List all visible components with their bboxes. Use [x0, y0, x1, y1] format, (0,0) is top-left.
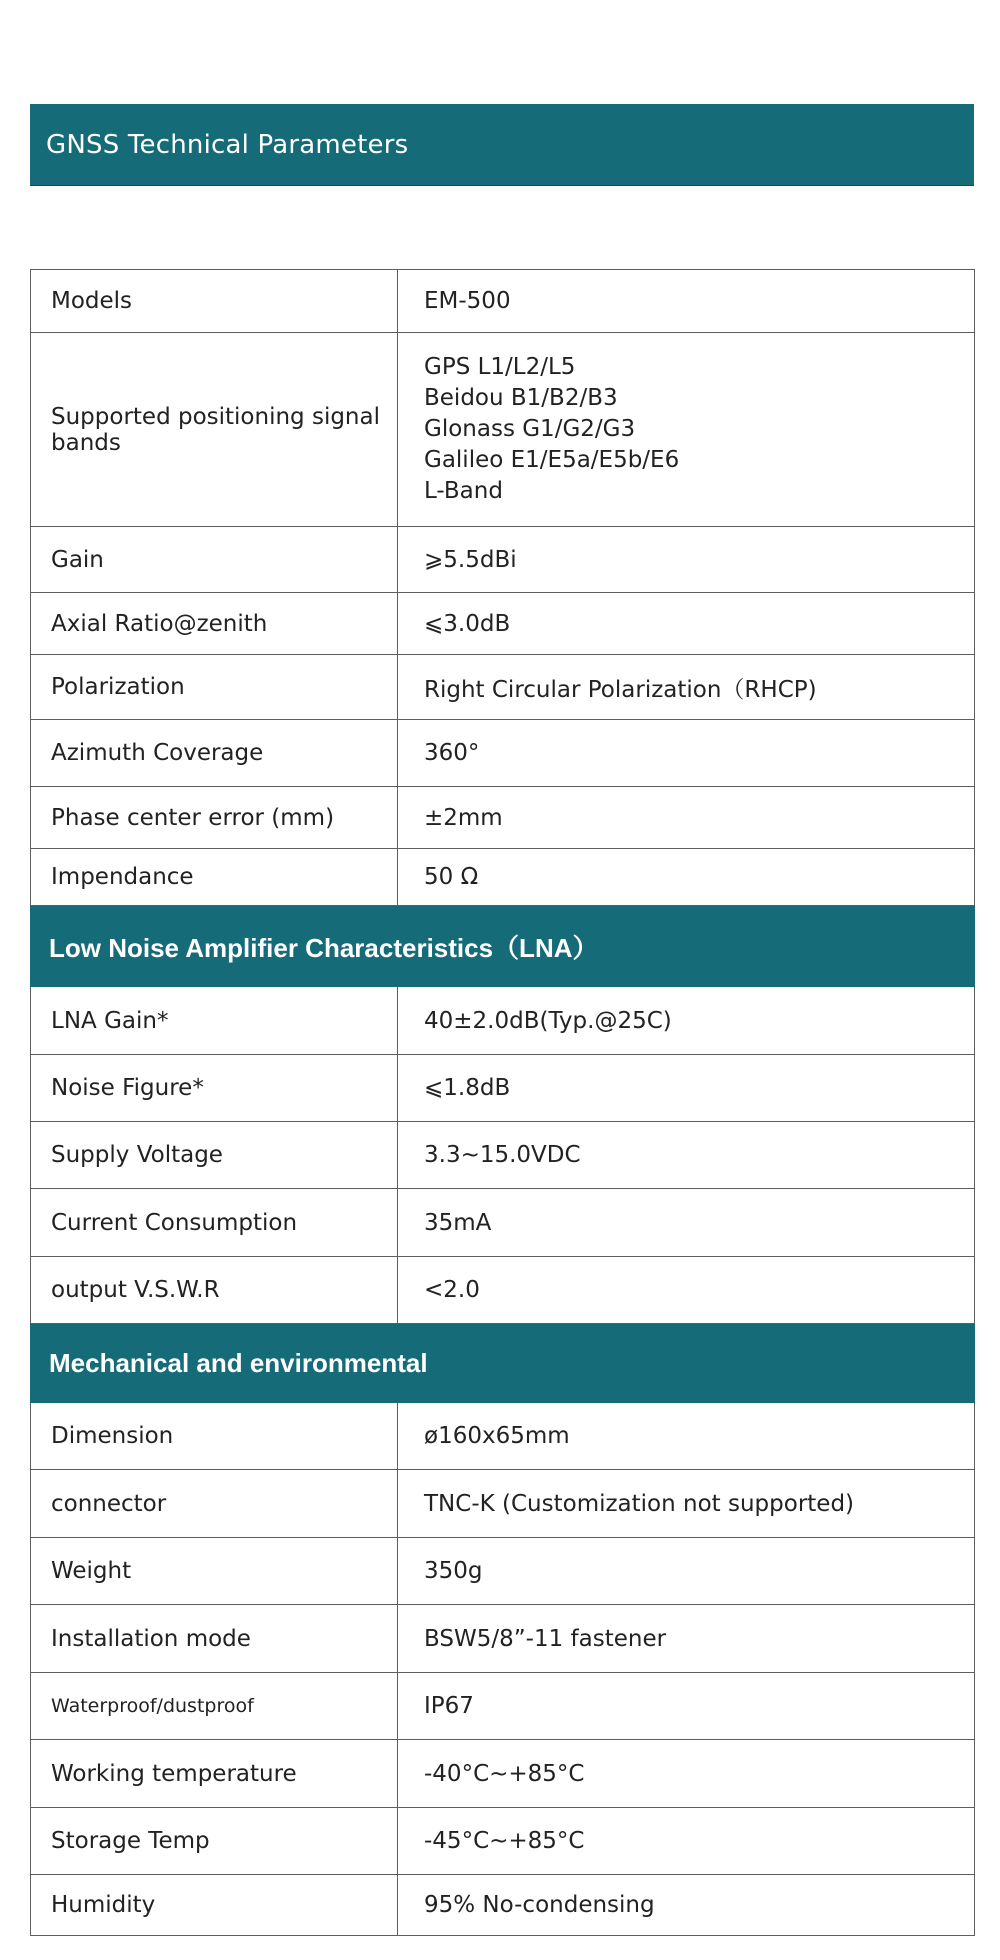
param-value: TNC-K (Customization not supported) [398, 1470, 975, 1538]
table-row [31, 987, 975, 1055]
table-row [31, 1605, 975, 1673]
param-value: 95% No-condensing [398, 1875, 975, 1936]
param-value: ±2mm [398, 787, 975, 849]
param-label: Models [31, 270, 398, 333]
param-label: Noise Figure* [31, 1055, 398, 1122]
param-value: -45°C~+85°C [398, 1808, 975, 1875]
table-row [31, 655, 975, 720]
param-label: Supply Voltage [31, 1122, 398, 1189]
param-label: Installation mode [31, 1605, 398, 1673]
table-row [31, 1257, 975, 1324]
param-label: output V.S.W.R [31, 1257, 398, 1324]
param-value: <2.0 [398, 1257, 975, 1324]
table-row [31, 787, 975, 849]
param-value: ø160x65mm [398, 1403, 975, 1470]
table-row [31, 1808, 975, 1875]
param-label: Weight [31, 1538, 398, 1605]
param-value: ⩽1.8dB [398, 1055, 975, 1122]
param-value: 35mA [398, 1189, 975, 1257]
section-title: Mechanical and environmental [31, 1324, 975, 1403]
table-row [31, 1875, 975, 1936]
param-label: LNA Gain* [31, 987, 398, 1055]
spec-table [30, 269, 975, 1936]
section-title: Low Noise Amplifier Characteristics（LNA） [31, 906, 975, 987]
param-value: EM-500 [398, 270, 975, 333]
param-value: ⩾5.5dBi [398, 527, 975, 593]
param-label: Supported positioning signal bands [31, 333, 398, 527]
param-value [398, 333, 975, 527]
param-value: 40±2.0dB(Typ.@25C) [398, 987, 975, 1055]
param-label: Phase center error (mm) [31, 787, 398, 849]
param-value: IP67 [398, 1673, 975, 1740]
param-label: Polarization [31, 655, 398, 720]
band-item: GPS L1/L2/L5 [424, 354, 576, 380]
param-label: connector [31, 1470, 398, 1538]
param-value: 3.3~15.0VDC [398, 1122, 975, 1189]
table-row [31, 1403, 975, 1470]
param-value: -40°C~+85°C [398, 1740, 975, 1808]
param-label: Azimuth Coverage [31, 720, 398, 787]
band-item: Beidou B1/B2/B3 [424, 385, 618, 411]
param-value: 50 Ω [398, 849, 975, 906]
section-header-lna [31, 906, 975, 987]
table-row [31, 593, 975, 655]
table-row [31, 1055, 975, 1122]
section-header-mechanical [31, 1324, 975, 1403]
param-label: Humidity [31, 1875, 398, 1936]
page-title: GNSS Technical Parameters [30, 104, 974, 186]
param-value: BSW5/8”-11 fastener [398, 1605, 975, 1673]
param-label: Working temperature [31, 1740, 398, 1808]
param-label: Axial Ratio@zenith [31, 593, 398, 655]
table-row [31, 1673, 975, 1740]
table-row [31, 270, 975, 333]
band-item: Galileo E1/E5a/E5b/E6 [424, 447, 680, 473]
param-label: Gain [31, 527, 398, 593]
param-label: Storage Temp [31, 1808, 398, 1875]
table-row [31, 527, 975, 593]
table-row [31, 849, 975, 906]
table-row [31, 1538, 975, 1605]
table-row [31, 1189, 975, 1257]
param-label: Impendance [31, 849, 398, 906]
param-label: Dimension [31, 1403, 398, 1470]
param-label: Current Consumption [31, 1189, 398, 1257]
param-value: 360° [398, 720, 975, 787]
param-label: Waterproof/dustproof [31, 1673, 398, 1740]
param-value: Right Circular Polarization（RHCP) [398, 655, 975, 720]
band-item: Glonass G1/G2/G3 [424, 416, 636, 442]
table-row [31, 1740, 975, 1808]
band-item: L-Band [424, 478, 503, 504]
param-value: ⩽3.0dB [398, 593, 975, 655]
table-row [31, 333, 975, 527]
param-value: 350g [398, 1538, 975, 1605]
table-row [31, 720, 975, 787]
table-row [31, 1122, 975, 1189]
table-row [31, 1470, 975, 1538]
